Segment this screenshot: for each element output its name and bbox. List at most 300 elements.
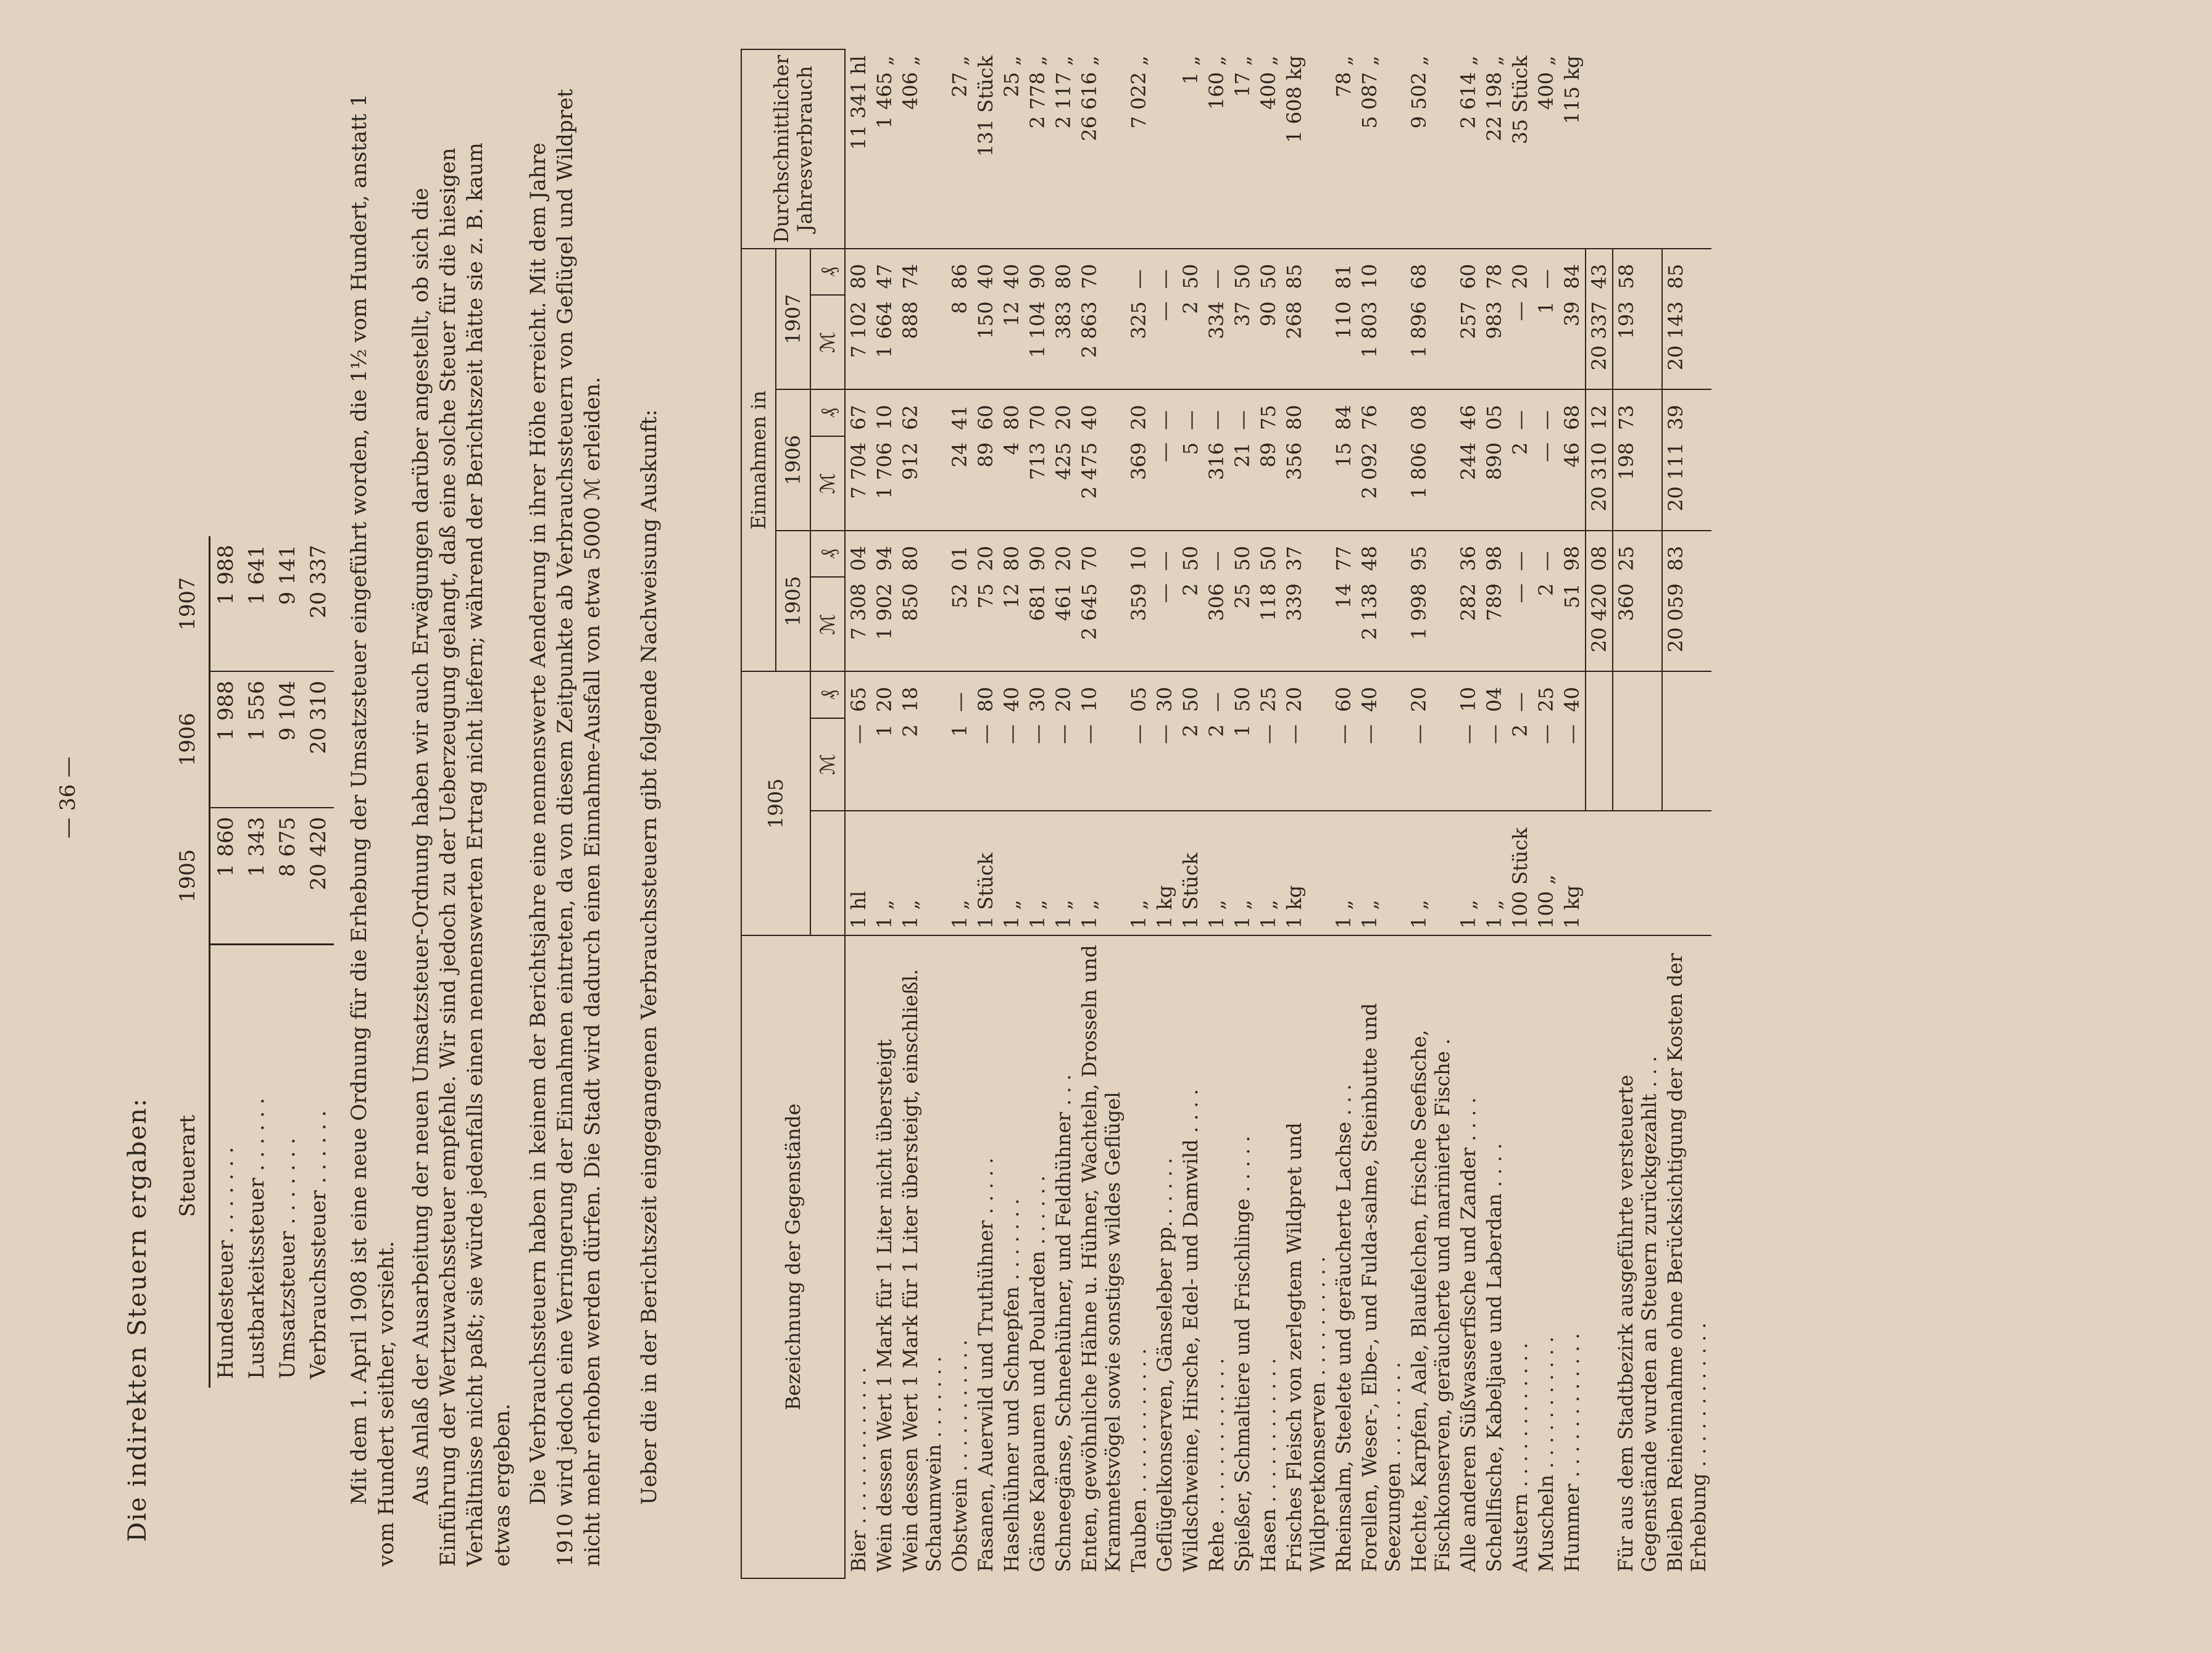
consumption-row — [1331, 49, 1357, 1578]
revenue-mark-1906: 713 — [1026, 442, 1049, 480]
average-consumption: 115 kg — [1560, 56, 1584, 125]
revenue-pfennig-1907: 86 — [947, 249, 973, 296]
revenue-mark-1905: 282 — [1457, 583, 1480, 621]
rate-pfennig: 40 — [1357, 671, 1406, 718]
rate-pfennig: 65 — [845, 671, 871, 718]
net-revenue-row-mark-1907: 20 143 — [1662, 295, 1711, 389]
refund-row-rate-blank — [1613, 718, 1662, 811]
refund-row-mark-1906: 198 — [1613, 436, 1662, 531]
revenue-pfennig-1906: 41 — [947, 389, 973, 436]
revenue-mark-1905: 52 — [948, 583, 971, 609]
rate-mark: — — [1257, 724, 1280, 744]
revenue-mark-1905: 789 — [1482, 583, 1506, 621]
header-year-1905: 1905 — [776, 531, 810, 672]
subtotal-row-mark-1905: 20 420 — [1586, 577, 1613, 671]
revenue-pfennig-1907: 47 — [871, 249, 897, 296]
item-unit: 1 „ — [1481, 811, 1507, 935]
item-description: Muscheln . . . . . . . . . . . — [1533, 935, 1559, 1578]
item-description: Rheinsalm, Steelete und geräucherte Lachse . . . — [1331, 935, 1357, 1578]
consumption-row — [1126, 49, 1152, 1578]
page-number: — 36 — — [56, 756, 80, 839]
revenue-mark-1905: 25 — [1231, 583, 1254, 609]
header-rate-1905: 1905 — [741, 671, 810, 935]
revenue-mark-1906: 2 475 — [1078, 442, 1101, 499]
revenue-pfennig-1905: 20 — [1050, 531, 1076, 577]
item-unit: 100 „ — [1533, 811, 1559, 935]
rate-mark: — — [1332, 724, 1355, 744]
revenue-pfennig-1905: 20 — [973, 531, 999, 577]
item-unit: 1 „ — [1025, 811, 1050, 935]
revenue-pfennig-1906: 20 — [1126, 389, 1152, 436]
tax-header-type: Steuerart — [167, 944, 210, 1388]
average-consumption: 2 778 „ — [1026, 56, 1049, 129]
revenue-pfennig-1906: — — [1507, 389, 1533, 436]
revenue-pfennig-1907: — — [1204, 249, 1229, 296]
net-revenue-row-description: Bleiben Reineinnahme ohne Berücksichtigung der Kosten der Erhebung . . . . . . . . . . . . — [1662, 935, 1711, 1578]
revenue-pfennig-1905: 90 — [1025, 531, 1050, 577]
item-description: Fasanen, Auerwild und Truthühner . . . . . — [973, 935, 999, 1578]
header-mark-1906: ℳ — [810, 436, 845, 531]
item-description: Tauben . . . . . . . . . . . . — [1126, 935, 1152, 1578]
tax-table-header — [167, 536, 210, 1388]
revenue-pfennig-1905: 50 — [1229, 531, 1255, 577]
consumption-row — [973, 49, 999, 1578]
consumption-row — [1559, 49, 1586, 1578]
consumption-row — [1050, 49, 1076, 1578]
revenue-mark-1905: 339 — [1283, 583, 1306, 621]
rate-pfennig: 25 — [1533, 671, 1559, 718]
item-description: Hasen . . . . . . . . . . . . — [1255, 935, 1281, 1578]
revenue-pfennig-1906: 84 — [1331, 389, 1357, 436]
item-unit: 1 kg — [1281, 811, 1331, 935]
revenue-pfennig-1907: — — [1533, 249, 1559, 296]
item-unit: 100 Stück — [1507, 811, 1533, 935]
tax-value-1906: 20 310 — [303, 671, 334, 808]
paragraph-4: Ueber die in der Berichtszeit eingegangenen Verbrauchssteuern gibt folgende Nachweisung Auskunft: — [637, 409, 662, 1505]
consumption-row — [1357, 49, 1406, 1578]
revenue-mark-1906: 356 — [1283, 442, 1306, 480]
revenue-pfennig-1906: 10 — [871, 389, 897, 436]
rate-mark: — — [1026, 724, 1049, 744]
rate-pfennig: 50 — [1178, 671, 1204, 718]
consumption-row — [1281, 49, 1331, 1578]
average-consumption: 1 465 „ — [873, 56, 896, 129]
revenue-mark-1907: 39 — [1560, 301, 1584, 327]
revenue-mark-1907: 1 — [1534, 301, 1558, 314]
revenue-mark-1907: 888 — [899, 301, 922, 339]
tax-header-1905: 1905 — [167, 808, 210, 944]
rate-pfennig: 50 — [1229, 671, 1255, 718]
tax-name: Lustbarkeitssteuer . . . . . . — [241, 944, 272, 1388]
header-pfennig-1906: ₰ — [810, 389, 845, 436]
revenue-mark-1906: 316 — [1205, 442, 1228, 480]
revenue-mark-1906: 890 — [1482, 442, 1506, 480]
revenue-pfennig-1906: 80 — [999, 389, 1025, 436]
revenue-pfennig-1905: 70 — [1076, 531, 1126, 577]
rate-mark: 2 — [1179, 724, 1202, 737]
refund-row-pfennig-1906: 73 — [1613, 389, 1662, 436]
revenue-mark-1905: 2 — [1179, 583, 1202, 596]
revenue-pfennig-1905: 77 — [1331, 531, 1357, 577]
revenue-pfennig-1905: — — [1507, 531, 1533, 577]
revenue-mark-1905: 306 — [1205, 583, 1228, 621]
revenue-pfennig-1907: 50 — [1178, 249, 1204, 296]
revenue-pfennig-1906: 67 — [845, 389, 871, 436]
average-consumption: 7 022 „ — [1127, 56, 1150, 129]
tax-row — [303, 536, 334, 1388]
tax-table — [167, 536, 334, 1388]
rate-mark: — — [1052, 724, 1075, 744]
consumption-row — [1204, 49, 1229, 1578]
average-consumption: 2 614 „ — [1457, 56, 1480, 129]
consumption-row — [1229, 49, 1255, 1578]
tax-table-body — [210, 536, 335, 1388]
average-consumption: 26 616 „ — [1078, 56, 1101, 141]
refund-row — [1613, 49, 1662, 1578]
revenue-pfennig-1906: 76 — [1357, 389, 1406, 436]
rate-pfennig: 05 — [1126, 671, 1152, 718]
rate-mark: — — [1560, 724, 1584, 744]
item-unit: 1 kg — [1152, 811, 1178, 935]
revenue-pfennig-1905: 98 — [1559, 531, 1586, 577]
revenue-mark-1907: 90 — [1257, 301, 1280, 327]
revenue-pfennig-1907: — — [1126, 249, 1152, 296]
average-consumption: 78 „ — [1332, 56, 1355, 97]
revenue-mark-1905: 1 902 — [873, 583, 896, 640]
revenue-pfennig-1905: 80 — [897, 531, 947, 577]
average-consumption: 11 341 hl — [847, 56, 870, 150]
paragraph-2: Aus Anlaß der Ausarbeitung der neuen Umsatzsteuer-Ordnung haben wir auch Erwägungen darüber angestellt, ob sich die Einführung der Wertzuwachssteuer empfehle. Wir sind jedoch zu der Ueberzeugung gelangt, daß eine solche Steuer für die hiesigen Verhältnisse nicht paßt; sie würde jedenfalls einen nennenswerten Ertrag nicht liefern; während der Berichtszeit hätte sie z. B. kaum etwas ergeben. — [409, 143, 515, 1567]
refund-row-avg-blank — [1613, 49, 1662, 249]
revenue-pfennig-1905: 50 — [1255, 531, 1281, 577]
tax-value-1906: 1 988 — [210, 671, 242, 808]
revenue-mark-1905: 118 — [1257, 583, 1280, 621]
section-heading: Die indirekten Steuern ergaben: — [123, 1097, 152, 1542]
rate-mark: — — [1153, 724, 1176, 744]
revenue-pfennig-1907: 80 — [1050, 249, 1076, 296]
rate-mark: 2 — [1508, 724, 1532, 737]
header-revenue-group: Einnahmen in — [741, 249, 776, 672]
tax-row — [272, 536, 303, 1388]
revenue-mark-1906: 15 — [1332, 442, 1355, 468]
consumption-row — [845, 49, 871, 1578]
consumption-row — [999, 49, 1025, 1578]
revenue-pfennig-1906: 60 — [973, 389, 999, 436]
refund-row-description: Für aus dem Stadtbezirk ausgeführte versteuerte Gegenstände wurden an Steuern zurückgezahlt . . . — [1613, 935, 1662, 1578]
revenue-mark-1906: 1 806 — [1407, 442, 1431, 499]
header-description: Bezeichnung der Gegenstände — [741, 935, 845, 1578]
revenue-mark-1907: — — [1508, 301, 1532, 321]
consumption-row — [871, 49, 897, 1578]
average-consumption: 400 „ — [1534, 56, 1558, 110]
revenue-pfennig-1906: — — [1229, 389, 1255, 436]
revenue-pfennig-1906: — — [1152, 389, 1178, 436]
consumption-row — [897, 49, 947, 1578]
revenue-mark-1907: 12 — [1000, 301, 1023, 327]
revenue-pfennig-1907: 20 — [1507, 249, 1533, 296]
item-description: Hummer . . . . . . . . . . . . — [1559, 935, 1586, 1578]
revenue-mark-1905: 2 — [1534, 583, 1558, 596]
average-consumption: 5 087 „ — [1358, 56, 1381, 129]
average-consumption: 35 Stück — [1508, 56, 1532, 144]
item-description: Bier . . . . . . . . . . . . . — [845, 935, 871, 1578]
revenue-pfennig-1907: — — [1152, 249, 1178, 296]
item-description: Enten, gewöhnliche Hähne u. Hühner, Wachteln, Drosseln und Krammetsvögel sowie sonstiges wildes Geflügel — [1076, 935, 1126, 1578]
header-pfennig-1907: ₰ — [810, 249, 845, 296]
header-mark-1907: ℳ — [810, 295, 845, 389]
revenue-mark-1906: — — [1153, 442, 1176, 462]
consumption-row — [1455, 49, 1481, 1578]
subtotal-row-mark-1907: 20 337 — [1586, 295, 1613, 389]
revenue-mark-1907: 110 — [1332, 301, 1355, 339]
average-consumption: 406 „ — [899, 56, 922, 110]
revenue-pfennig-1906: 62 — [897, 389, 947, 436]
revenue-mark-1906: — — [1534, 442, 1558, 462]
item-description: Wein dessen Wert 1 Mark für 1 Liter nicht übersteigt — [871, 935, 897, 1578]
item-description: Wildschweine, Hirsche, Edel- und Damwild . . . . — [1178, 935, 1204, 1578]
rate-mark: — — [1534, 724, 1558, 744]
rate-pfennig: — — [1507, 671, 1533, 718]
header-mark-1905: ℳ — [810, 577, 845, 671]
header-year-1907: 1907 — [776, 249, 810, 390]
tax-row — [241, 536, 272, 1388]
average-consumption: 400 „ — [1257, 56, 1280, 110]
average-consumption: 22 198 „ — [1482, 56, 1506, 141]
refund-row-mark-1907: 193 — [1613, 295, 1662, 389]
rate-pfennig: 20 — [871, 671, 897, 718]
revenue-mark-1905: 75 — [974, 583, 997, 609]
item-unit: 1 „ — [1331, 811, 1357, 935]
revenue-pfennig-1906: — — [1178, 389, 1204, 436]
revenue-pfennig-1907: 90 — [1025, 249, 1050, 296]
revenue-mark-1905: 850 — [899, 583, 922, 621]
revenue-pfennig-1906: 20 — [1050, 389, 1076, 436]
revenue-mark-1906: 46 — [1560, 442, 1584, 468]
net-revenue-row-rate-p-blank — [1662, 671, 1711, 718]
item-description: Hechte, Karpfen, Aale, Blaufelchen, frische Seefische, Fischkonserven, geräucherte und marinierte Fische . — [1406, 935, 1455, 1578]
item-description: Schellfische, Kabeljaue und Laberdan . . . . — [1481, 935, 1507, 1578]
revenue-pfennig-1907: 40 — [973, 249, 999, 296]
rate-pfennig: 20 — [1281, 671, 1331, 718]
tax-header-1906: 1906 — [167, 671, 210, 808]
net-revenue-row-mark-1905: 20 059 — [1662, 577, 1711, 671]
revenue-pfennig-1907: 68 — [1406, 249, 1455, 296]
revenue-mark-1905: 2 138 — [1358, 583, 1381, 640]
header-unit-blank — [810, 811, 845, 935]
net-revenue-row-pfennig-1906: 39 — [1662, 389, 1711, 436]
paragraph-3: Die Verbrauchssteuern haben in keinem der Berichtsjahre eine nennenswerte Aenderung in ihrer Höhe erreicht. Mit dem Jahre 1910 wird jedoch eine Verringerung der Einnahmen eintreten, da von diesem Zeitpunkte ab Verbrauchssteuern von Geflügel und Wildpret nicht mehr erhoben werden dürfen. Die Stadt wird dadurch einen Einnahme-Ausfall von etwa 5000 ℳ erleiden. — [526, 89, 605, 1567]
revenue-pfennig-1907: 50 — [1255, 249, 1281, 296]
consumption-row — [1406, 49, 1455, 1578]
subtotal-row-unit-blank — [1586, 811, 1613, 935]
rate-pfennig: 20 — [1050, 671, 1076, 718]
item-unit: 1 „ — [999, 811, 1025, 935]
average-consumption — [1152, 49, 1178, 249]
revenue-pfennig-1907: 10 — [1357, 249, 1406, 296]
average-consumption: 1 „ — [1179, 56, 1202, 85]
revenue-mark-1906: 24 — [948, 442, 971, 468]
revenue-mark-1906: 2 092 — [1358, 442, 1381, 499]
revenue-pfennig-1906: 75 — [1255, 389, 1281, 436]
average-consumption: 25 „ — [1000, 56, 1023, 97]
revenue-pfennig-1907: 81 — [1331, 249, 1357, 296]
revenue-mark-1906: 4 — [1000, 442, 1023, 455]
item-unit: 1 „ — [1229, 811, 1255, 935]
item-unit: 1 Stück — [973, 811, 999, 935]
revenue-mark-1905: 51 — [1560, 583, 1584, 609]
revenue-pfennig-1905: — — [1533, 531, 1559, 577]
tax-value-1905: 8 675 — [272, 808, 303, 944]
net-revenue-row-mark-1906: 20 111 — [1662, 436, 1711, 531]
revenue-mark-1907: 150 — [974, 301, 997, 339]
revenue-mark-1907: 7 102 — [847, 301, 870, 358]
consumption-row — [1481, 49, 1507, 1578]
revenue-mark-1905: 12 — [1000, 583, 1023, 609]
paragraph-1: Mit dem 1. April 1908 ist eine neue Ordnung für die Erhebung der Umsatzsteuer eingeführt worden, die 1½ vom Hundert, anstatt 1 vom Hundert seither, vorsieht. — [347, 93, 399, 1567]
tax-name: Hundesteuer . . . . . . . — [210, 944, 242, 1388]
rate-mark: — — [847, 724, 870, 744]
revenue-mark-1907: 1 803 — [1358, 301, 1381, 358]
item-description: Haselhühner und Schnepfen . . . . . . . — [999, 935, 1025, 1578]
revenue-pfennig-1906: 40 — [1076, 389, 1126, 436]
rate-mark: 2 — [899, 724, 922, 737]
consumption-table — [741, 49, 1711, 1579]
item-description: Obstwein . . . . . . . . . . . — [947, 935, 973, 1578]
revenue-pfennig-1905: 98 — [1481, 531, 1507, 577]
header-rate-pfennig: ₰ — [810, 671, 845, 718]
revenue-mark-1905: 359 — [1127, 583, 1150, 621]
revenue-pfennig-1906: 05 — [1481, 389, 1507, 436]
average-consumption: 1 608 kg — [1283, 56, 1306, 143]
average-consumption: 17 „ — [1231, 56, 1254, 97]
subtotal-row-avg-blank — [1586, 49, 1613, 249]
subtotal-row-mark-1906: 20 310 — [1586, 436, 1613, 531]
rate-mark: 1 — [1231, 724, 1254, 737]
net-revenue-row-pfennig-1905: 83 — [1662, 531, 1711, 577]
item-description: Austern . . . . . . . . . . . . — [1507, 935, 1533, 1578]
revenue-pfennig-1905: 10 — [1126, 531, 1152, 577]
refund-row-pfennig-1905: 25 — [1613, 531, 1662, 577]
consumption-row — [1255, 49, 1281, 1578]
revenue-mark-1905: 461 — [1052, 583, 1075, 621]
subtotal-row-description — [1586, 935, 1613, 1578]
revenue-pfennig-1907: 74 — [897, 249, 947, 296]
revenue-pfennig-1905: 80 — [999, 531, 1025, 577]
rate-mark: — — [1482, 724, 1506, 744]
revenue-mark-1905: 681 — [1026, 583, 1049, 621]
tax-value-1906: 1 556 — [241, 671, 272, 808]
net-revenue-row-avg-blank — [1662, 49, 1711, 249]
tax-name: Verbrauchssteuer . . . . . . — [303, 944, 334, 1388]
revenue-pfennig-1907: 85 — [1281, 249, 1331, 296]
item-description: Frisches Fleisch von zerlegtem Wildpret und Wildpretkonserven . . . . . . . . . . — [1281, 935, 1331, 1578]
rate-mark: — — [1283, 724, 1306, 744]
rate-mark: — — [974, 724, 997, 744]
revenue-pfennig-1906: 70 — [1025, 389, 1050, 436]
consumption-row — [1152, 49, 1178, 1578]
item-description: Rehe . . . . . . . . . . . . . — [1204, 935, 1229, 1578]
net-revenue-row-rate-blank — [1662, 718, 1711, 811]
rate-pfennig: 20 — [1406, 671, 1455, 718]
tax-value-1905: 1 860 — [210, 808, 242, 944]
average-consumption: 9 502 „ — [1407, 56, 1431, 129]
item-unit: 1 „ — [897, 811, 947, 935]
average-consumption: 160 „ — [1205, 56, 1228, 110]
revenue-mark-1907: 1 896 — [1407, 301, 1431, 358]
revenue-mark-1907: 983 — [1482, 301, 1506, 339]
refund-row-pfennig-1907: 58 — [1613, 249, 1662, 296]
item-unit: 1 „ — [871, 811, 897, 935]
rate-pfennig: 04 — [1481, 671, 1507, 718]
rate-mark: — — [1358, 724, 1381, 744]
item-unit: 1 „ — [1406, 811, 1455, 935]
item-description: Geflügelkonserven, Gänseleber pp. . . . . . — [1152, 935, 1178, 1578]
rate-pfennig: 30 — [1025, 671, 1050, 718]
revenue-pfennig-1906: — — [1204, 389, 1229, 436]
revenue-pfennig-1905: 94 — [871, 531, 897, 577]
revenue-pfennig-1905: 50 — [1178, 531, 1204, 577]
revenue-pfennig-1907: 40 — [999, 249, 1025, 296]
revenue-mark-1907: 334 — [1205, 301, 1228, 339]
revenue-pfennig-1907: 50 — [1229, 249, 1255, 296]
consumption-row — [1025, 49, 1050, 1578]
revenue-mark-1906: 89 — [1257, 442, 1280, 468]
item-unit: 1 „ — [1455, 811, 1481, 935]
revenue-mark-1907: 383 — [1052, 301, 1075, 339]
consumption-row — [1178, 49, 1204, 1578]
revenue-pfennig-1906: 08 — [1406, 389, 1455, 436]
item-description: Forellen, Weser-, Elbe-, und Fulda-salme, Steinbutte und Seezungen . . . . . . . . — [1357, 935, 1406, 1578]
header-pfennig-1905: ₰ — [810, 531, 845, 577]
item-unit: 1 „ — [1357, 811, 1406, 935]
revenue-mark-1907: 8 — [948, 301, 971, 314]
consumption-header-row-1 — [741, 49, 776, 1578]
rate-pfennig: 25 — [1255, 671, 1281, 718]
revenue-mark-1906: 369 — [1127, 442, 1150, 480]
subtotal-row-pfennig-1907: 43 — [1586, 249, 1613, 296]
consumption-row — [1533, 49, 1559, 1578]
item-description: Schneegänse, Schneehühner, und Feldhühner . . . — [1050, 935, 1076, 1578]
item-unit: 1 „ — [1076, 811, 1126, 935]
item-unit: 1 „ — [947, 811, 973, 935]
rate-mark: — — [1078, 724, 1101, 744]
item-description: Wein dessen Wert 1 Mark für 1 Liter übersteigt, einschließl. Schaumwein . . . . . . . — [897, 935, 947, 1578]
net-revenue-row — [1662, 49, 1711, 1578]
revenue-mark-1906: 7 704 — [847, 442, 870, 499]
tax-header-1907: 1907 — [167, 536, 210, 671]
tax-value-1905: 20 420 — [303, 808, 334, 944]
revenue-mark-1906: 425 — [1052, 442, 1075, 480]
revenue-mark-1905: 7 308 — [847, 583, 870, 640]
rate-pfennig: 18 — [897, 671, 947, 718]
average-consumption: 2 117 „ — [1052, 56, 1075, 129]
revenue-mark-1906: 1 706 — [873, 442, 896, 499]
rate-pfennig: 10 — [1455, 671, 1481, 718]
item-unit: 1 hl — [845, 811, 871, 935]
revenue-mark-1905: 14 — [1332, 583, 1355, 609]
revenue-mark-1907: 1 664 — [873, 301, 896, 358]
consumption-row — [1507, 49, 1533, 1578]
revenue-mark-1907: 325 — [1127, 301, 1150, 339]
revenue-mark-1906: 89 — [974, 442, 997, 468]
item-unit: 1 „ — [1255, 811, 1281, 935]
rate-mark: — — [1407, 724, 1431, 744]
net-revenue-row-pfennig-1907: 85 — [1662, 249, 1711, 296]
revenue-pfennig-1905: 04 — [845, 531, 871, 577]
refund-row-unit-blank — [1613, 811, 1662, 935]
rate-mark: 1 — [948, 724, 971, 737]
rate-pfennig: 10 — [1076, 671, 1126, 718]
